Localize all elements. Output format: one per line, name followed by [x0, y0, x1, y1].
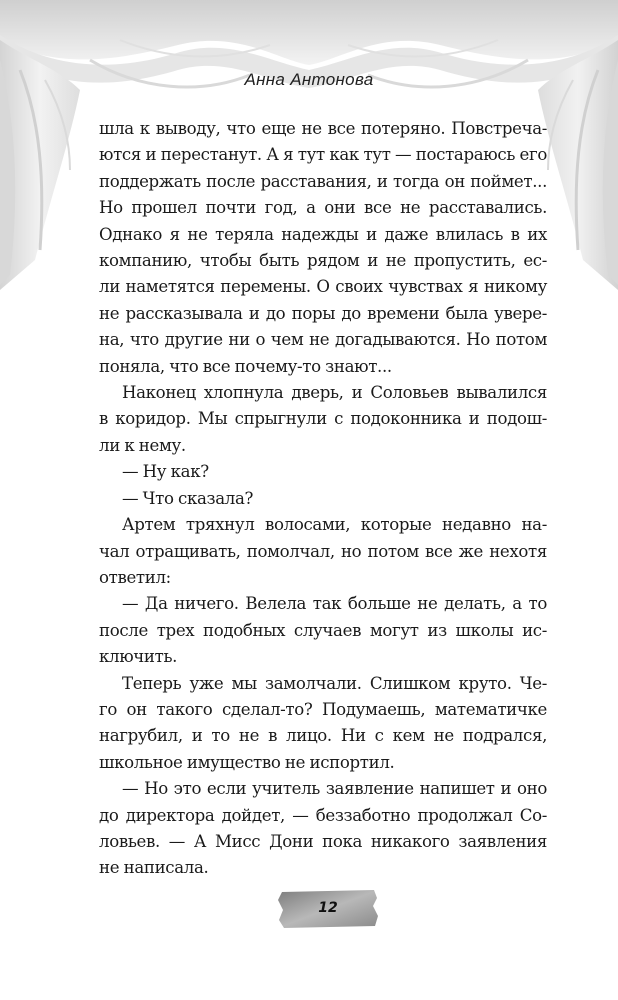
text-line: — Ну как? — [122, 462, 209, 482]
text-line: Однако я не теряла надежды и даже влилась в их — [99, 224, 547, 244]
text-line: не написала. — [99, 858, 209, 878]
text-line: в коридор. Мы спрыгнули с подоконника и подош- — [99, 409, 547, 429]
text-line: поддержать после расставания, и тогда он поймет... — [99, 171, 547, 191]
text-line: го он такого сделал-то? Подумаешь, математичке — [99, 699, 547, 719]
text-line: шла к выводу, что еще не все потеряно. Повстреча- — [99, 119, 547, 138]
text-line: Но прошел почти год, а они все не расставались. — [99, 198, 547, 218]
text-line: ли наметятся перемены. О своих чувствах я никому — [99, 277, 547, 297]
text-line: ются и перестанут. А я тут как тут — постараюсь его — [99, 145, 547, 165]
text-line: нагрубил, и то не в лицо. Ни с кем не подрался, — [99, 726, 547, 746]
text-line: Наконец хлопнула дверь, и Соловьев вывалился — [122, 383, 547, 403]
text-line: ли к нему. — [99, 435, 186, 455]
text-line: ключить. — [99, 647, 178, 667]
text-line: — Что сказала? — [122, 488, 254, 508]
text-line: поняла, что все почему-то знают... — [99, 356, 392, 376]
text-line: Теперь уже мы замолчали. Слишком круто. Че- — [122, 673, 547, 693]
text-line: школьное имущество не испортил. — [99, 752, 395, 772]
text-line: не рассказывала и до поры до времени была увере- — [99, 303, 547, 323]
text-line: на, что другие ни о чем не догадываются. Но потом — [99, 330, 547, 350]
text-line: — Но это если учитель заявление напишет и оно — [122, 779, 547, 799]
text-line: ловьев. — А Мисс Дони пока никакого заявления — [99, 831, 547, 851]
body-text — [99, 116, 547, 882]
text-line: — Да ничего. Велела так больше не делать, а то — [122, 594, 547, 614]
text-line: ответил: — [99, 567, 171, 587]
page-number-tab — [276, 888, 380, 930]
page-number: 12 — [318, 900, 338, 916]
text-line: после трех подобных случаев могут из школы ис- — [99, 620, 547, 640]
running-head: Анна Антонова — [244, 70, 374, 89]
text-line: Артем тряхнул волосами, которые недавно на- — [122, 515, 547, 535]
text-line: до директора дойдет, — беззаботно продолжал Со- — [99, 805, 547, 825]
text-line: компанию, чтобы быть рядом и не пропустить, ес- — [99, 251, 547, 271]
text-line: чал отращивать, помолчал, но потом все же нехотя — [99, 541, 547, 561]
